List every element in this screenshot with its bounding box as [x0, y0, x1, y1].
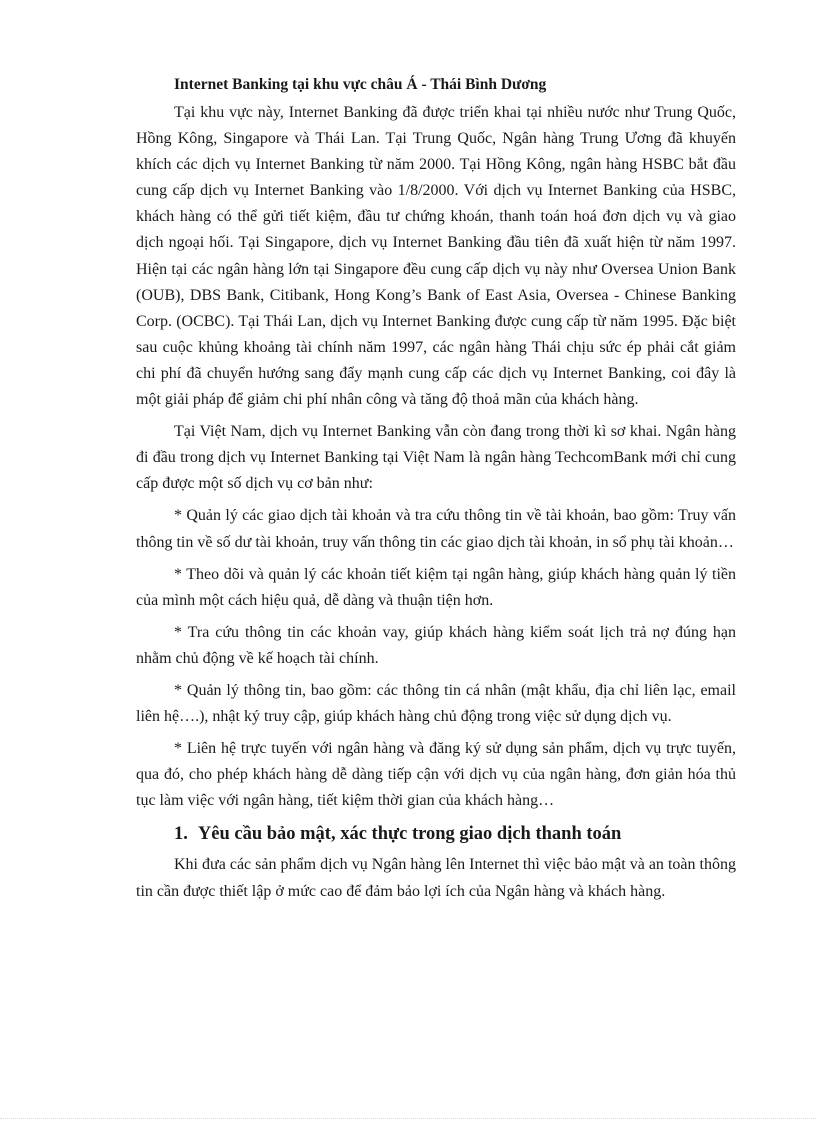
paragraph-asia-pacific: Tại khu vực này, Internet Banking đã được triển khai tại nhiều nước như Trung Quốc, Hồng Kông, Singapore và Thái Lan. Tại Trung Quốc, Ngân hàng Trung Ương đã khuyến khích các dịch vụ Internet Banking từ năm 2000. Tại Hồng Kông, ngân hàng HSBC bắt đầu cung cấp dịch vụ Internet Banking vào 1/8/2000. Với dịch vụ Internet Banking của HSBC, khách hàng có thể gửi tiết kiệm, đầu tư chứng khoán, thanh toán hoá đơn dịch vụ và giao dịch ngoại hối. Tại Singapore, dịch vụ Internet Banking đầu tiên đã xuất hiện từ năm 1997. Hiện tại các ngân hàng lớn tại Singapore đều cung cấp dịch vụ này như Oversea Union Bank (OUB), DBS Bank, Citibank, Hong Kong’s Bank of East Asia, Oversea - Chinese Banking Corp. (OCBC). Tại Thái Lan, dịch vụ Internet Banking được cung cấp từ năm 1995. Đặc biệt sau cuộc khủng khoảng tài chính năm 1997, các ngân hàng Thái chịu sức ép phải cắt giảm chi phí đã chuyển hướng sang đẩy mạnh cung cấp các dịch vụ Internet Banking, coi đây là một giải pháp để giảm chi phí nhân công và tăng độ thoả mãn của khách hàng. [136, 104, 736, 409]
page-bottom-divider [0, 1118, 816, 1119]
paragraph-vietnam: Tại Việt Nam, dịch vụ Internet Banking vẫn còn đang trong thời kì sơ khai. Ngân hàng đi đầu trong dịch vụ Internet Banking tại Việt Nam là ngân hàng TechcomBank mới chỉ cung cấp được một số dịch vụ cơ bản như: [136, 423, 736, 493]
section-number: 1. [174, 824, 188, 845]
paragraph-security: Khi đưa các sản phẩm dịch vụ Ngân hàng lên Internet thì việc bảo mật và an toàn thông tin cần được thiết lập ở mức cao để đảm bảo lợi ích của Ngân hàng và khách hàng. [136, 856, 736, 900]
bullet-savings-tracking: * Theo dõi và quản lý các khoản tiết kiệm tại ngân hàng, giúp khách hàng quản lý tiền của mình một cách hiệu quả, dễ dàng và thuận tiện hơn. [136, 565, 736, 609]
document-body [136, 72, 736, 911]
section-heading [174, 820, 736, 848]
bullet-info-management: * Quản lý thông tin, bao gồm: các thông tin cá nhân (mật khẩu, địa chỉ liên lạc, email liên hệ….), nhật ký truy cập, giúp khách hàng chủ động trong việc sử dụng dịch vụ. [136, 681, 736, 726]
bullet-account-management: * Quản lý các giao dịch tài khoản và tra cứu thông tin về tài khoản, bao gồm: Truy vấn thông tin về số dư tài khoản, truy vấn thông tin các giao dịch tài khoản, in sổ phụ tài khoản… [136, 507, 736, 551]
bullet-loan-lookup: * Tra cứu thông tin các khoản vay, giúp khách hàng kiểm soát lịch trả nợ đúng hạn nhằm chủ động về kế hoạch tài chính. [136, 623, 736, 667]
subheading-asia-pacific: Internet Banking tại khu vực châu Á - Thái Bình Dương [174, 76, 547, 93]
section-title: Yêu cầu bảo mật, xác thực trong giao dịch thanh toán [197, 824, 622, 845]
bullet-online-contact: * Liên hệ trực tuyến với ngân hàng và đăng ký sử dụng sản phẩm, dịch vụ trực tuyến, qua đó, cho phép khách hàng dễ dàng tiếp cận với dịch vụ của ngân hàng, đơn giản hóa thủ tục làm việc với ngân hàng, tiết kiệm thời gian của khách hàng… [136, 740, 736, 810]
